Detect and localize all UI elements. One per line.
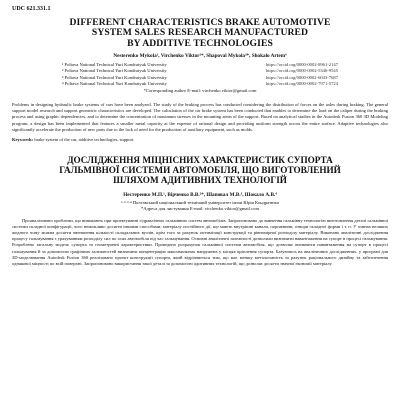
affiliation-text: ¹ Poltava National Technical Yuri Kondratyuk University [62, 62, 167, 68]
title-line: SYSTEM SALES RESEARCH MANUFACTURED [91, 27, 309, 39]
udc-code: UDC 621.331.1 [12, 6, 51, 12]
affiliation-uk: ¹·²·³·⁴ Полтавський національний технічний університет імені Юрія Кондратюка [121, 199, 279, 205]
title-uk-line: ДОСЛІДЖЕННЯ МІЦНІСНИХ ХАРАКТЕРИСТИК СУПОРТА [67, 155, 333, 166]
affiliation-row [62, 81, 338, 87]
abstract-uk: Проаналізовано проблеми, що виникають при проектуванні гідравлічних гальмівних систем автомобілів. Запропоновано до вивчення гальмівну технологію виготовлення деталі гальмівної системи складної конфігурації, чого неможливо досягти іншими способами; матеріалу постійного дії, що мають внутрішні канали, порожнини, отвори складної форми і т. п. У зоннах великих жодного чому можна досягти зменшення кількості складальних вузлів, крім того за рахунок оптимізації конструкції та рівномірної розподілу матеріалу. Виконано аналітичні дослідження процесу гальмування з урахуванням розподілу сил по осях автомобіля під час гальмування. Основні аналітичні залежності дозволили визначити навантаження на супорт в процесі гальмування. Розроблено загальну модель супорта та геометричні характеристики. Проведено розрахунок гальмівної системи автомобіля, що дозволяє визначити навантаження на супорт в процесі гальмування й за допомогою графічних залежностей визначити концентрацію максимальних напружень у місцях кріплення супорта. Базуючись на аналітичних дослідженнях, у програмі для 3D-моделювання Autodesk Fusion 360 реалізовано проект конструкції супорта, який відрізняється тим, що має меншу металоємність за рахунок раціонального дизайну та забезпечення однакової міцності по всій поверхні. Запропоновано використання такої деталі за допомогою адитивних технологій, що дозволяє досягти значної економії матеріалу. [12, 217, 388, 267]
orcid-link[interactable]: https://orcid.org/0000-0002-8961-2147 [265, 62, 338, 68]
title-line: BY ADDITIVE TECHNOLOGIES [127, 37, 273, 49]
author-list-uk: Нестеренко М.П.¹, Вірченко В.В.²*, Шаповал М.В.³, Шокало А.В.⁴ [123, 191, 277, 198]
keywords-label: Keywords: [12, 137, 34, 143]
abstract-en: Problems in designing hydraulic brake systems of cars have been analyzed. The study of the braking process has conducted considering the distribution of forces on the axles during braking. The general support model research and support geometric characteristics are developed. The calculation of the car brake system has been conducted that enables to determine the load on the caliper during the braking process and using graphic dependencies, and to determine the concentration of maximum stresses in the mounting areas of the support. Based on analytical studies in the Autodesk Fusion 360 3D Modeling program, a design has been implemented that features a smaller metal capacity at the expense of rational design and providing uniform strength across the entire surface. Adaptive technologies also significantly accelerate the production of new parts due to the lack of need for the production of auxiliary equipment, such as molds. [12, 102, 388, 132]
keywords-text: brake system of the car, additive technologies, support. [34, 137, 135, 143]
paper-title-uk [12, 155, 388, 186]
title-line: DIFFERENT CHARACTERISTICS BRAKE AUTOMOTIVE [69, 17, 331, 28]
orcid-link[interactable]: https://orcid.org/0000-0002-5346-9545 [265, 68, 338, 74]
affiliation-text: ⁴ Poltava National Technical Yuri Kondratyuk University [62, 80, 167, 86]
title-uk-line: ШЛЯХОМ АДИТИВНИХ ТЕХНОЛОГІЙ [113, 175, 287, 186]
paper-title [12, 18, 388, 49]
affiliation-text: ² Poltava National Technical Yuri Kondratyuk University [62, 68, 167, 74]
title-uk-line: ГАЛЬМІВНОЇ СИСТЕМИ АВТОМОБІЛЯ, ЩО ВИГОТОВЛЕНИЙ [59, 165, 341, 176]
affiliation-list [62, 62, 338, 87]
corresponding-author-uk: *Адреса для листування E-mail: virchenko.viktor@gmail.com [140, 205, 260, 211]
orcid-link[interactable]: https://orcid.org/0000-0002-7971-5724 [265, 80, 338, 86]
keywords [12, 137, 388, 143]
author-list: Nesterenko Mykola¹, Virchenko Viktor²*, Shapoval Mykola³*, Shokalo Artem⁴ [113, 53, 287, 60]
orcid-link[interactable]: https://orcid.org/0000-0002-6043-7687 [265, 74, 338, 80]
affiliation-text: ³ Poltava National Technical Yuri Kondratyuk University [62, 74, 167, 80]
corresponding-author: *Corresponding author E-mail: virchenko.viktor@gmail.com [143, 88, 257, 94]
